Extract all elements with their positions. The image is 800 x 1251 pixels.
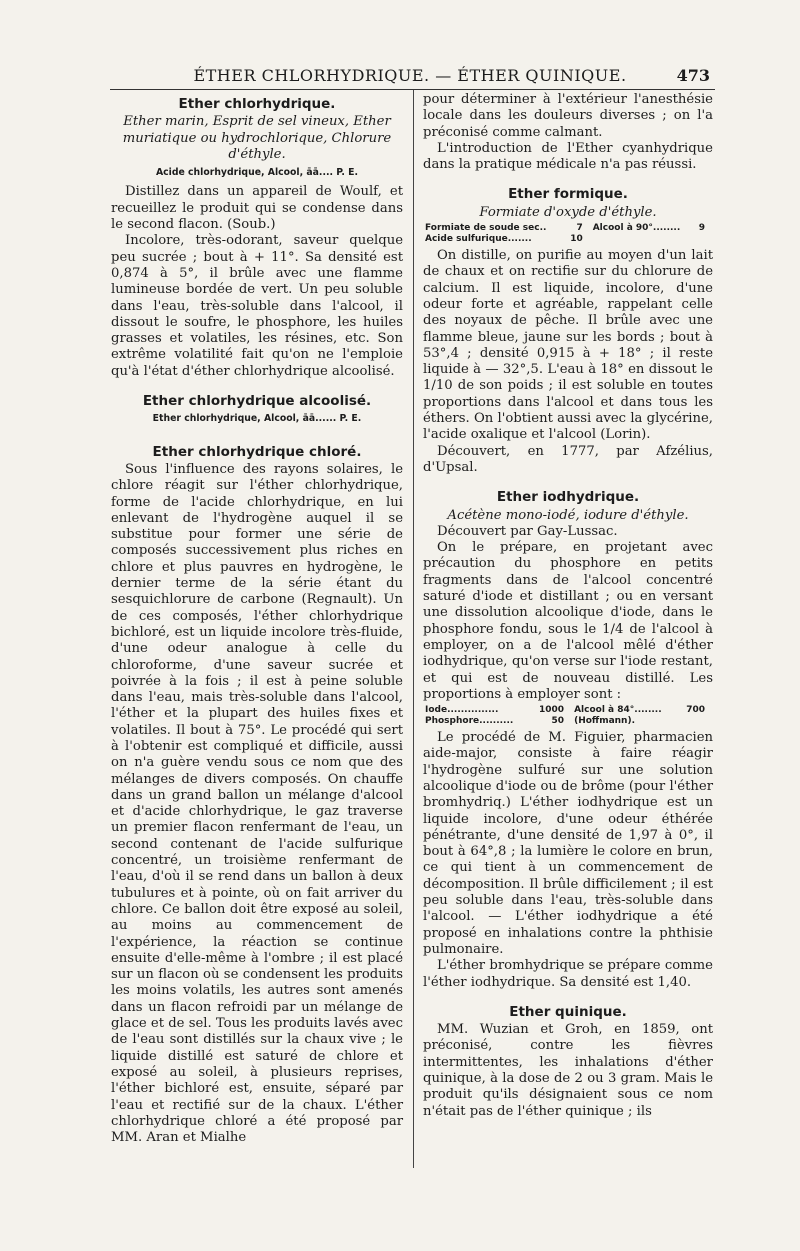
section-title: Ether chlorhydrique alcoolisé. — [142, 393, 372, 410]
section-ether-chlorhydrique-chlore — [111, 444, 403, 1147]
paragraph: Distillez dans un appareil de Woulf, et recueillez le produit qui se condense dans le second flacon. (Soub.) — [111, 184, 403, 233]
table-row — [423, 716, 713, 727]
paragraph: Découvert par Gay-Lussac. — [437, 523, 618, 539]
section-title: Ether chlorhydrique chloré. — [152, 443, 362, 460]
table-row — [423, 223, 713, 234]
page-header — [110, 66, 710, 88]
paragraph: On le prépare, en projetant avec précaution du phosphore en petits fragments dans de l'alcool concentré saturé d'iode et distillant ; ou en versant une dissolution alcoolique d'iode, dans le phosphore fondu, sous le 1/4 de l'alcool à employer, on a de l'alcool mêlé d'éther iodhydrique, qu'on verse sur l'iode restant, et qui est de nouveau distillé. Les proportions à employer sont : — [423, 540, 713, 702]
table-row — [423, 705, 713, 716]
section-ether-iodhydrique — [423, 489, 713, 991]
table-cell — [591, 234, 695, 245]
section-title: Ether iodhydrique. — [496, 489, 640, 506]
paragraph: MM. Wuzian et Groh, en 1859, ont préconisé, contre les fièvres intermittentes, les inhalations d'éther quinique, à la dose de 2 ou 3 gram. Mais le produit qu'ils désignaient sous ce nom n'était pas de l'éther quinique ; ils — [423, 1022, 713, 1119]
section-ether-quinique — [423, 1004, 713, 1120]
formula: Ether chlorhydrique, Alcool, āā...... P. E. — [152, 413, 362, 425]
table-cell: Formiate de soude sec.. — [425, 223, 547, 234]
table-cell — [679, 716, 713, 727]
formula: Acide chlorhydrique, Alcool, āā.... P. E. — [155, 167, 359, 179]
section-ether-chlorhydrique — [111, 96, 403, 380]
paragraph: Le procédé de M. Figuier, pharmacien aide-major, consiste à faire réagir l'hydrogène sulfuré sur une solution alcoolique d'iode ou de brôme (pour l'éther bromhydriq.) L'éther iodhydrique est un liquide incolore, d'une odeur éthérée pénétrante, d'une densité de 1,97 à 0°, il bout à 64°,8 ; la lumière le colore en brun, ce qui tient à un commencement de décomposition. Il brûle difficilement ; il est peu soluble dans l'eau, très-soluble dans l'alcool. — L'éther iodhydrique a été proposé en inhalations contre la phthisie pulmonaire. — [423, 730, 713, 957]
section-title: Ether formique. — [508, 186, 628, 203]
paragraph: Sous l'influence des rayons solaires, le chlore réagit sur l'éther chlorhydrique, forme de l'acide chlorhydrique, en lui enlevant de l'hydrogène auquel il se substitue pour former une série de composés successivement plus riches en chlore et plus pauvres en hydrogène, le dernier terme de la série étant du sesquichlorure de carbone (Regnault). Un de ces composés, l'éther chlorhydrique bichloré, est un liquide incolore très-fluide, d'une odeur analogue à celle du chloroforme, d'une saveur sucrée et poivrée à la fois ; il est à peine soluble dans l'eau, mais très-soluble dans l'alcool, l'éther et la plupart des huiles fixes et volatiles. Il bout à 75°. Le procédé qui sert à l'obtenir est compliqué et difficile, aussi on n'a guère vendu sous ce nom que des mélanges de divers composés. On chauffe dans un grand ballon un mélange d'alcool et d'acide chlorhydrique, le gaz traverse un premier flacon renfermant de l'eau, un second contenant de l'acide sulfurique concentré, un troisième renfermant de l'eau, d'où il se rend dans un ballon à deux tubulures et à pointe, où on fait arriver du chlore. Ce ballon doit être exposé au soleil, au moins au commencement de l'expérience, la réaction se continue ensuite d'elle-même à l'ombre ; il est placé sur un flacon où se condensent les produits les moins volatils, les autres sont amenés dans un flacon refroidi par un mélange de glace et de sel. Tous les produits lavés avec de l'eau sont distillés sur la chaux vive ; le liquide distillé est saturé de chlore et exposé au soleil, à plusieurs reprises, l'éther bichloré est, ensuite, séparé par l'eau et rectifié sur de la chaux. L'éther chlorhydrique chloré a été proposé par MM. Aran et Mialhe — [111, 461, 403, 1146]
table-cell: Phosphore.......... — [425, 716, 514, 727]
table-cell: 10 — [570, 234, 583, 245]
synonyms: Ether marin, Esprit de sel vineux, Ether muriatique ou hydrochlorique, Chlorure d'éthyle. — [122, 114, 392, 162]
section-title: Ether chlorhydrique. — [178, 96, 336, 112]
paragraph: Découvert, en 1777, par Afzélius, d'Upsal. — [423, 443, 713, 475]
composition-table — [423, 223, 713, 245]
synonyms: Acétène mono-iodé, iodure d'éthyle. — [447, 507, 689, 523]
paragraph: L'introduction de l'Ether cyanhydrique dans la pratique médicale n'a pas réussi. — [423, 140, 713, 173]
table-cell: Alcool à 90°........ — [592, 223, 681, 234]
table-cell: Alcool à 84°........ — [574, 705, 662, 716]
paragraph: Incolore, très-odorant, saveur quelque peu sucrée ; bout à + 11°. Sa densité est 0,874 à 5°, il brûle avec une flamme lumineuse bordée de vert. Un peu soluble dans l'eau, très-soluble dans l'alcool, il dissout le soufre, le phosphore, les huiles grasses et volatiles, les résines, etc. Son extrême volatilité fait qu'on ne l'emploie qu'à l'état d'éther chlorhydrique alcoolisé. — [111, 233, 403, 379]
table-cell: Acide sulfurique....... — [425, 234, 532, 245]
table-cell: 7 — [576, 223, 583, 234]
table-cell: (Hoffmann). — [574, 716, 635, 727]
synonyms: Formiate d'oxyde d'éthyle. — [479, 204, 657, 220]
table-cell: 50 — [551, 716, 565, 727]
table-row — [423, 234, 713, 245]
table-cell: 1000 — [539, 705, 565, 716]
composition-table — [423, 705, 713, 727]
paragraph: On distille, on purifie au moyen d'un lait de chaux et on rectifie sur du chlorure de calcium. Il est liquide, incolore, d'une odeur forte et agréable, rappelant celle des noyaux de pêche. Il brûle avec une flamme bleue, jaune sur les bords ; bout à 53°,4 ; densité 0,915 à + 18° ; il reste liquide à — 32°,5. L'eau à 18° en dissout le 1/10 de son poids ; il est soluble en toutes proportions dans l'alcool et dans tous les éthers. On l'obtient aussi avec la glycérine, l'acide oxalique et l'alcool (Lorin). — [423, 248, 713, 443]
table-cell — [695, 234, 713, 245]
paragraph: L'éther bromhydrique se prépare comme l'éther iodhydrique. Sa densité est 1,40. — [423, 958, 713, 990]
table-cell: 9 — [698, 223, 705, 234]
paragraph-continued: pour déterminer à l'extérieur l'anesthésie locale dans les douleurs diverses ; on l'a préconisé comme calmant. — [423, 92, 713, 140]
left-column — [111, 92, 403, 1146]
running-head: ÉTHER CHLORHYDRIQUE. — ÉTHER QUINIQUE. — [193, 66, 627, 85]
column-divider — [413, 90, 414, 1168]
right-column — [423, 92, 713, 1120]
section-title: Ether quinique. — [509, 1003, 627, 1020]
table-cell: Iode............... — [425, 705, 499, 716]
section-ether-formique — [423, 186, 713, 476]
section-ether-chlorhydrique-alcoolise — [111, 393, 403, 428]
page-number: 473 — [676, 66, 710, 85]
table-cell: 700 — [686, 705, 705, 716]
